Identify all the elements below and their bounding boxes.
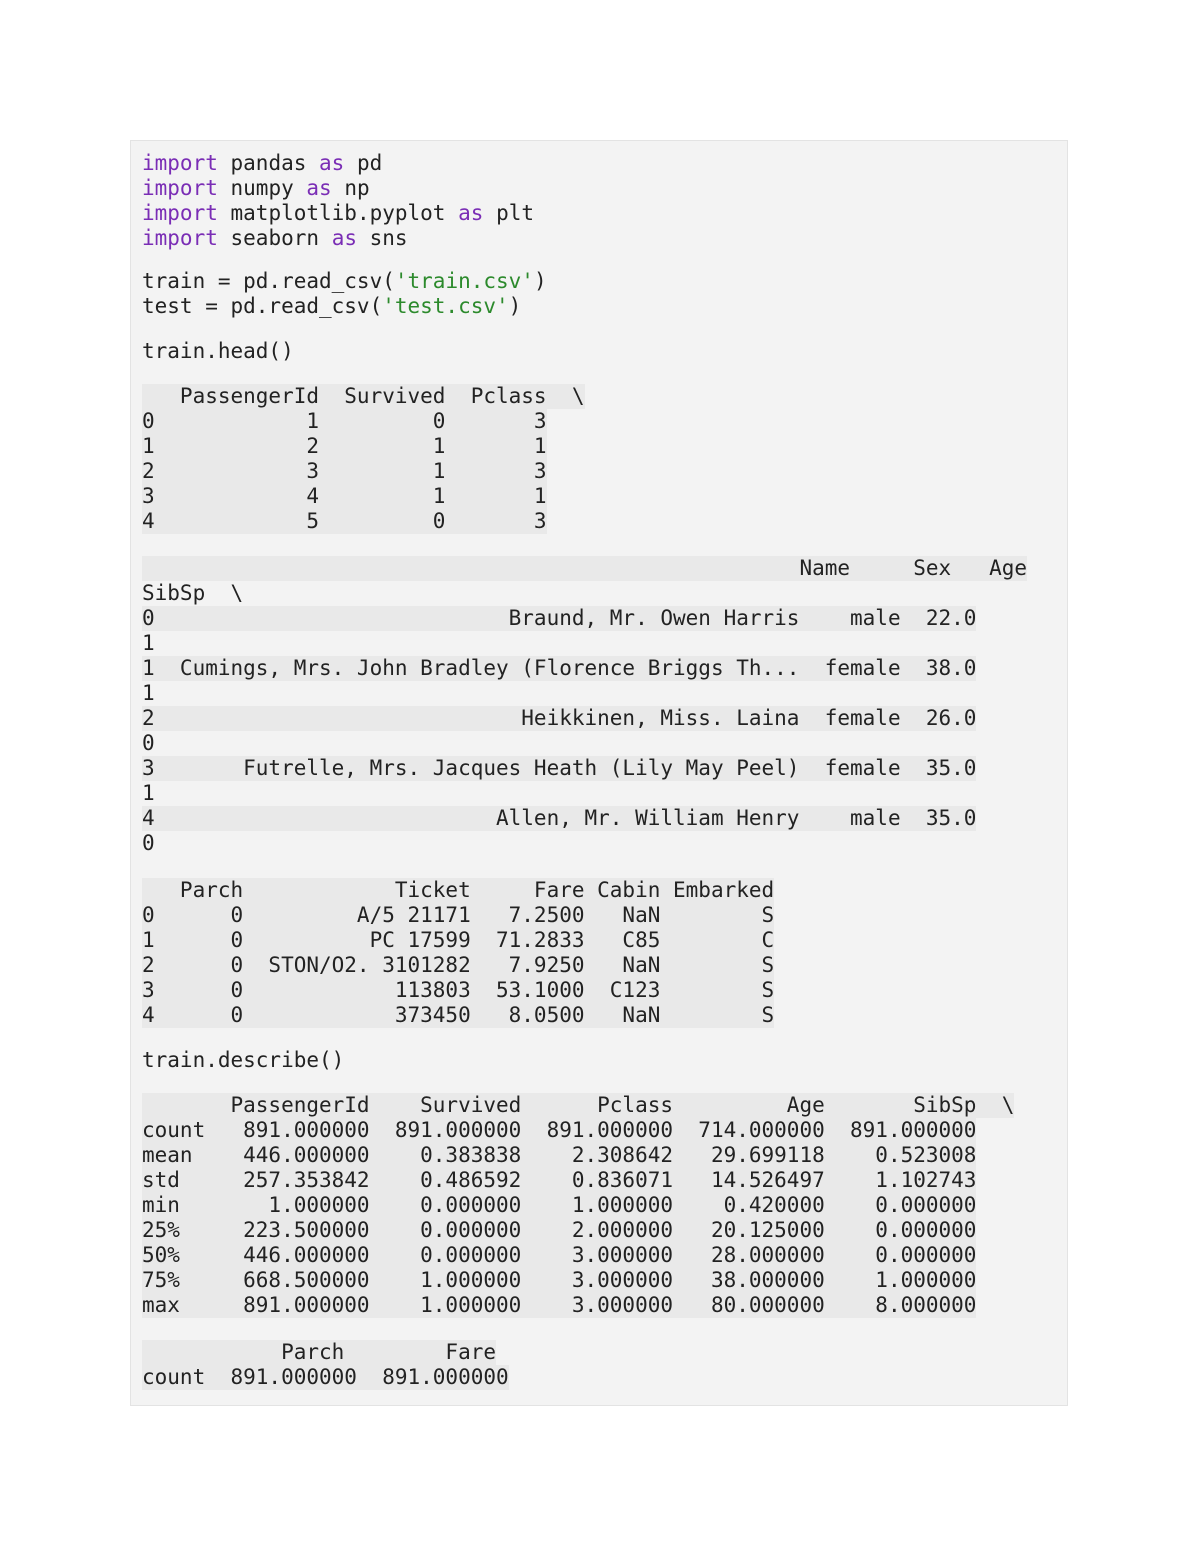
output-line [142,509,1067,534]
output-line [142,953,1067,978]
output-line-text: 4 0 373450 8.0500 NaN S [142,1003,775,1027]
output-line [142,903,1067,928]
output-line-text: 0 [142,831,155,855]
code-read-csv [142,269,1067,319]
import-line: import numpy as np [142,176,370,200]
head-output-block-2 [142,556,1067,856]
output-line-text: 0 0 A/5 21171 7.2500 NaN S [142,903,775,927]
output-line [142,978,1067,1003]
output-line-text: 1 0 PC 17599 71.2833 C85 C [142,928,775,952]
output-line-text: mean 446.000000 0.383838 2.308642 29.699118 0.523008 [142,1143,977,1167]
output-line [142,459,1067,484]
output-line-text: 2 Heikkinen, Miss. Laina female 26.0 [142,706,977,730]
output-line-text: 0 Braund, Mr. Owen Harris male 22.0 [142,606,977,630]
output-line-text: 25% 223.500000 0.000000 2.000000 20.125000 0.000000 [142,1218,977,1242]
output-line-text: max 891.000000 1.000000 3.000000 80.000000 8.000000 [142,1293,977,1317]
output-line [142,1293,1067,1318]
output-line [142,631,1067,656]
output-line [142,1243,1067,1268]
output-line [142,806,1067,831]
output-line-text: PassengerId Survived Pclass Age SibSp \ [142,1093,1015,1117]
output-line-text: PassengerId Survived Pclass \ [142,384,585,408]
output-line [142,656,1067,681]
read-line: test = pd.read_csv('test.csv') [142,294,522,318]
output-line [142,731,1067,756]
output-line-text: 1 2 1 1 [142,434,547,458]
describe-output-block-2 [142,1340,1067,1390]
output-line-text: min 1.000000 0.000000 1.000000 0.420000 0.000000 [142,1193,977,1217]
output-line-text: 2 3 1 3 [142,459,547,483]
output-line-text: 3 0 113803 53.1000 C123 S [142,978,775,1002]
head-output-block-1 [142,384,1067,534]
output-line [142,1365,1067,1390]
output-line-text: 3 Futrelle, Mrs. Jacques Heath (Lily May Peel) female 35.0 [142,756,977,780]
output-line [142,928,1067,953]
output-line-text: Parch Ticket Fare Cabin Embarked [142,878,775,902]
output-line [142,1218,1067,1243]
output-line [142,484,1067,509]
output-line-text: 2 0 STON/O2. 3101282 7.9250 NaN S [142,953,775,977]
output-line-text: 0 1 0 3 [142,409,547,433]
output-line-text: 4 5 0 3 [142,509,547,533]
import-line: import pandas as pd [142,151,383,175]
output-line [142,409,1067,434]
import-line: import seaborn as sns [142,226,408,250]
output-line [142,1093,1067,1118]
output-line [142,878,1067,903]
output-line [142,1118,1067,1143]
output-line-text: std 257.353842 0.486592 0.836071 14.526497 1.102743 [142,1168,977,1192]
output-line-text: 0 [142,731,155,755]
output-line [142,1003,1067,1028]
code-imports [142,151,1067,251]
output-line-text: 1 Cumings, Mrs. John Bradley (Florence Briggs Th... female 38.0 [142,656,977,680]
code-head-call: train.head() [142,339,294,363]
output-line [142,1268,1067,1293]
output-line-text: Parch Fare [142,1340,497,1364]
output-line [142,384,1067,409]
output-line-text: SibSp \ [142,581,244,605]
output-line-text: count 891.000000 891.000000 891.000000 714.000000 891.000000 [142,1118,977,1142]
read-line: train = pd.read_csv('train.csv') [142,269,547,293]
output-line [142,781,1067,806]
code-describe-call: train.describe() [142,1048,345,1072]
import-line: import matplotlib.pyplot as plt [142,201,534,225]
output-line [142,606,1067,631]
output-line [142,1193,1067,1218]
output-line [142,681,1067,706]
output-line-text: 1 [142,631,155,655]
output-line-text: 50% 446.000000 0.000000 3.000000 28.000000 0.000000 [142,1243,977,1267]
output-line-text: Name Sex Age [142,556,1028,580]
output-line [142,831,1067,856]
output-line-text: 75% 668.500000 1.000000 3.000000 38.000000 1.000000 [142,1268,977,1292]
output-line-text: 3 4 1 1 [142,484,547,508]
output-line [142,1340,1067,1365]
output-line-text: 1 [142,681,155,705]
output-line [142,556,1067,581]
output-line [142,756,1067,781]
output-line [142,581,1067,606]
head-output-block-3 [142,878,1067,1028]
output-line-text: 1 [142,781,155,805]
notebook-cell [130,140,1068,1406]
output-line-text: count 891.000000 891.000000 [142,1365,509,1389]
output-line-text: 4 Allen, Mr. William Henry male 35.0 [142,806,977,830]
output-line [142,706,1067,731]
output-line [142,434,1067,459]
describe-output-block-1 [142,1093,1067,1318]
output-line [142,1168,1067,1193]
output-line [142,1143,1067,1168]
